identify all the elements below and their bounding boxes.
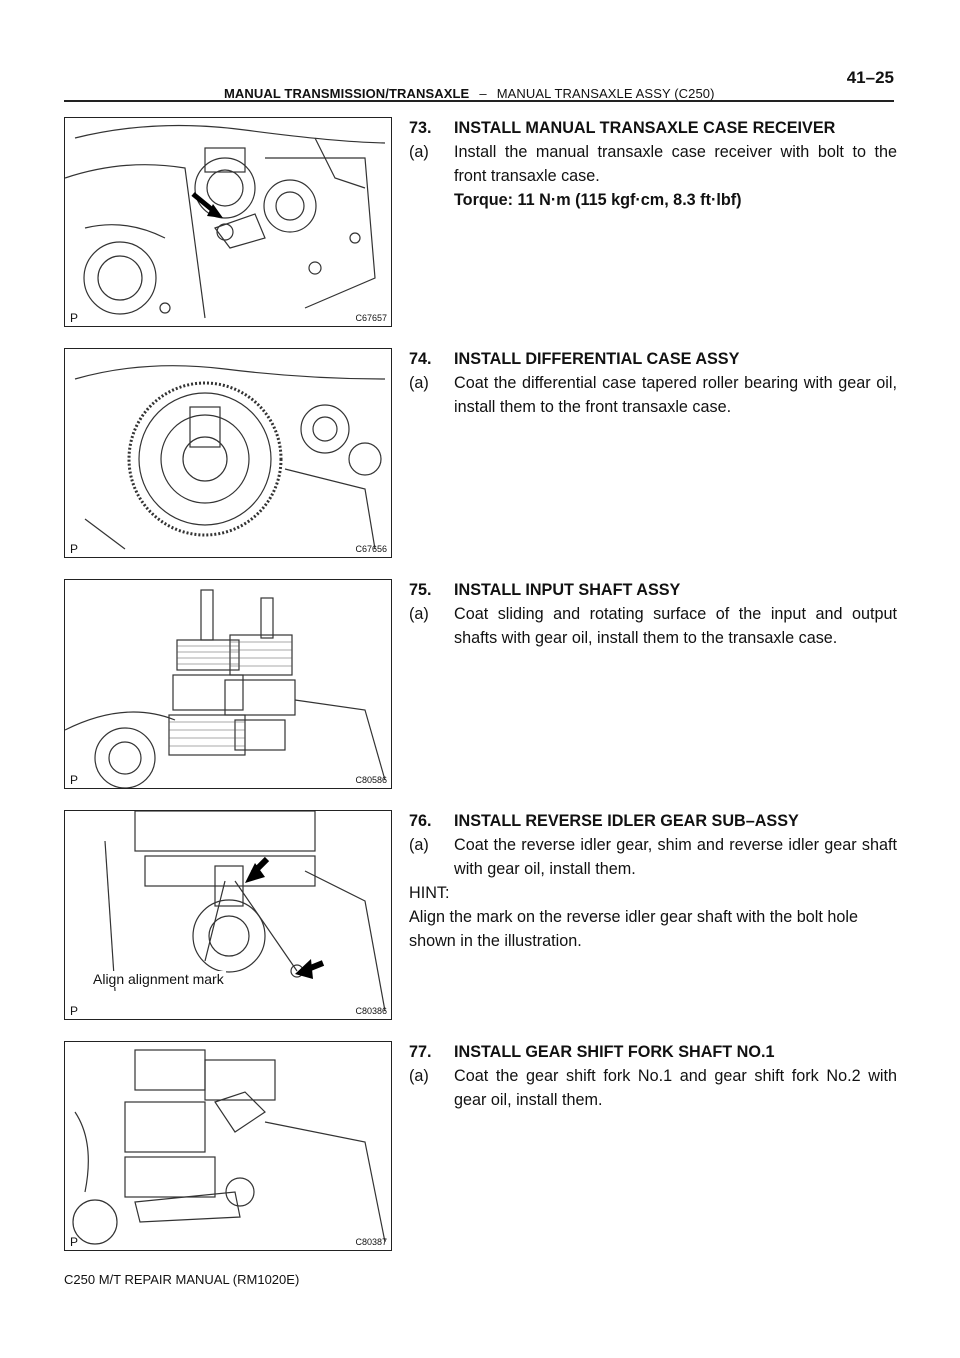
figure-code: C80386	[355, 1006, 387, 1016]
substep-label: (a)	[409, 605, 429, 623]
substep-text: Coat the differential case tapered roller bearing with gear oil, install them to the front transaxle case.	[454, 374, 897, 416]
transaxle-case-receiver-illustration	[65, 118, 391, 326]
substep-text: Coat sliding and rotating surface of the input and output shafts with gear oil, install them to the transaxle case.	[454, 605, 897, 647]
differential-case-illustration	[65, 349, 391, 557]
header-subsection: MANUAL TRANSAXLE ASSY (C250)	[496, 86, 715, 101]
alignment-mark-label: Align alignment mark	[93, 971, 224, 987]
hint-text: Align the mark on the reverse idler gear shaft with the bolt hole shown in the illustration.	[409, 908, 858, 950]
step-number: 77.	[409, 1043, 432, 1061]
step-heading: INSTALL REVERSE IDLER GEAR SUB–ASSY	[454, 812, 799, 830]
figure-code: C80387	[355, 1237, 387, 1247]
substep-text: Install the manual transaxle case receiver with bolt to the front transaxle case.	[454, 143, 897, 185]
substep-label: (a)	[409, 836, 429, 854]
page-number: 41–25	[846, 68, 894, 87]
step-heading: INSTALL DIFFERENTIAL CASE ASSY	[454, 350, 740, 368]
substep-text: Coat the gear shift fork No.1 and gear shift fork No.2 with gear oil, install them.	[454, 1067, 897, 1109]
page-footer: C250 M/T REPAIR MANUAL (RM1020E)	[64, 1272, 300, 1287]
substep-label: (a)	[409, 143, 429, 161]
header-section: MANUAL TRANSMISSION/TRANSAXLE	[224, 86, 470, 101]
step-substep	[409, 371, 897, 419]
step-heading: INSTALL INPUT SHAFT ASSY	[454, 581, 681, 599]
figure-p-mark: P	[70, 311, 79, 325]
step-74	[409, 347, 897, 419]
gear-shift-fork-illustration	[65, 1042, 391, 1250]
step-title	[409, 347, 897, 371]
step-76	[409, 809, 897, 953]
step-heading: INSTALL MANUAL TRANSAXLE CASE RECEIVER	[454, 119, 836, 137]
figure-code: C80586	[355, 775, 387, 785]
step-title	[409, 809, 897, 833]
step-title	[409, 116, 897, 140]
figure-c80387	[64, 1041, 392, 1251]
figure-c80586	[64, 579, 392, 789]
figure-code: C67657	[355, 313, 387, 323]
step-number: 75.	[409, 581, 432, 599]
figure-c80386	[64, 810, 392, 1020]
step-75	[409, 578, 897, 650]
figure-p-mark: P	[70, 773, 79, 787]
step-title	[409, 1040, 897, 1064]
step-substep	[409, 833, 897, 881]
step-title	[409, 578, 897, 602]
figure-p-mark: P	[70, 1235, 79, 1249]
input-output-shaft-illustration	[65, 580, 391, 788]
step-number: 76.	[409, 812, 432, 830]
step-number: 73.	[409, 119, 432, 137]
step-73	[409, 116, 897, 212]
substep-text: Coat the reverse idler gear, shim and reverse idler gear shaft with gear oil, install them.	[454, 836, 897, 878]
header-separator: –	[479, 86, 487, 101]
substep-label: (a)	[409, 1067, 429, 1085]
figure-code: C67656	[355, 544, 387, 554]
figure-p-mark: P	[70, 542, 79, 556]
torque-spec: Torque: 11 N·m (115 kgf·cm, 8.3 ft·lbf)	[454, 191, 742, 209]
reverse-idler-gear-illustration	[65, 811, 391, 1019]
step-heading: INSTALL GEAR SHIFT FORK SHAFT NO.1	[454, 1043, 775, 1061]
figure-c67656	[64, 348, 392, 558]
figure-c67657	[64, 117, 392, 327]
step-number: 74.	[409, 350, 432, 368]
step-substep	[409, 1064, 897, 1112]
figure-p-mark: P	[70, 1004, 79, 1018]
step-77	[409, 1040, 897, 1112]
step-substep	[409, 602, 897, 650]
step-substep	[409, 140, 897, 188]
page-header	[64, 70, 894, 102]
substep-label: (a)	[409, 374, 429, 392]
hint-label: HINT:	[409, 884, 450, 902]
header-title	[224, 86, 715, 101]
